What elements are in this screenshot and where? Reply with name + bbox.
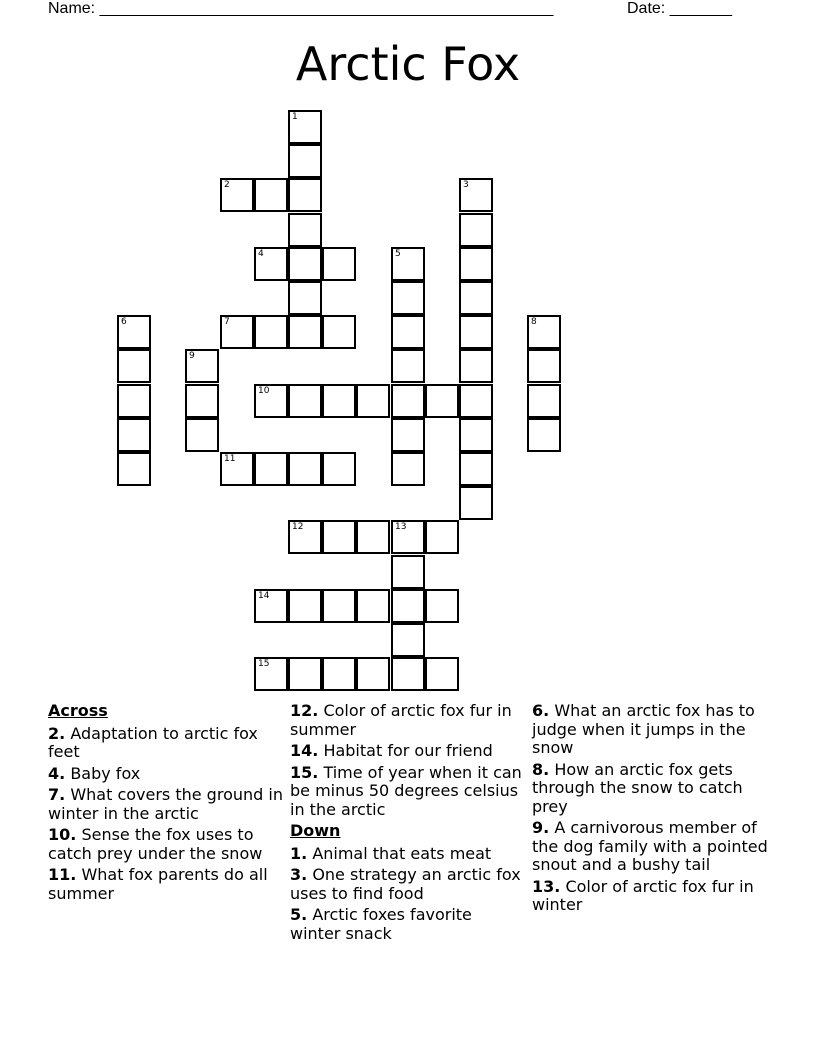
grid-cell[interactable] [220,452,254,486]
clue-number: 11 [224,454,236,464]
grid-cell[interactable] [322,247,356,281]
grid-cell[interactable] [459,178,493,212]
grid-cell[interactable] [117,384,151,418]
header [48,0,748,22]
grid-cell[interactable] [391,657,425,691]
grid-cell[interactable] [117,315,151,349]
clues-column-3 [532,702,772,918]
clue-across-7: 7. What covers the ground in winter in the arctic [48,785,283,823]
grid-cell[interactable] [391,623,425,657]
grid-cell[interactable] [356,520,390,554]
clue-down-8: 8. How an arctic fox gets through the snow to catch prey [532,759,743,816]
grid-cell[interactable] [425,657,459,691]
clues-column-2 [290,702,526,946]
grid-cell[interactable] [288,657,322,691]
grid-cell[interactable] [288,520,322,554]
grid-cell[interactable] [254,452,288,486]
grid-cell[interactable] [288,144,322,178]
clue-number: 1 [292,112,298,122]
down-heading: Down [290,821,341,840]
grid-cell[interactable] [356,657,390,691]
clues-column-1 [48,702,284,906]
clue-down-6: 6. What an arctic fox has to judge when it jumps in the snow [532,701,755,757]
grid-cell[interactable] [288,452,322,486]
clue-across-4: 4. Baby fox [48,763,141,783]
grid-cell[interactable] [322,589,356,623]
grid-cell[interactable] [254,178,288,212]
clue-number: 15 [258,659,270,669]
clue-number: 2 [224,180,230,190]
grid-cell[interactable] [459,418,493,452]
grid-cell[interactable] [459,247,493,281]
grid-cell[interactable] [288,110,322,144]
grid-cell[interactable] [391,349,425,383]
grid-cell[interactable] [254,589,288,623]
name-field[interactable]: Name: ___________________________________________________ [48,0,554,17]
grid-cell[interactable] [322,657,356,691]
grid-cell[interactable] [322,315,356,349]
across-heading: Across [48,701,108,720]
grid-cell[interactable] [356,384,390,418]
grid-cell[interactable] [425,589,459,623]
clue-number: 14 [258,591,270,601]
clue-down-9: 9. A carnivorous member of the dog family with a pointed snout and a bushy tail [532,818,768,874]
clue-number: 9 [189,351,195,361]
page-title: Arctic Fox [295,37,521,91]
grid-cell[interactable] [527,315,561,349]
grid-cell[interactable] [288,213,322,247]
clue-down-5: 5. Arctic foxes favorite winter snack [290,905,472,943]
clue-number: 10 [258,386,270,396]
clue-across-14: 14. Habitat for our friend [290,741,493,760]
grid-cell[interactable] [117,349,151,383]
grid-cell[interactable] [425,384,459,418]
clue-across-10: 10. Sense the fox uses to catch prey under the snow [48,825,263,863]
clue-number: 3 [463,180,469,190]
clue-across-15: 15. Time of year when it can be minus 50 degrees celsius in the arctic [290,762,522,819]
grid-cell[interactable] [527,384,561,418]
grid-cell[interactable] [288,589,322,623]
grid-cell[interactable] [220,178,254,212]
grid-cell[interactable] [254,657,288,691]
grid-cell[interactable] [391,520,425,554]
grid-cell[interactable] [185,418,219,452]
grid-cell[interactable] [459,315,493,349]
grid-cell[interactable] [288,247,322,281]
clue-down-13: 13. Color of arctic fox fur in winter [532,876,754,914]
grid-cell[interactable] [254,384,288,418]
clue-across-2: 2. Adaptation to arctic fox feet [48,723,258,761]
grid-cell[interactable] [185,384,219,418]
grid-cell[interactable] [288,315,322,349]
grid-cell[interactable] [117,418,151,452]
clue-across-12: 12. Color of arctic fox fur in summer [290,701,512,739]
clue-across-11: 11. What fox parents do all summer [48,865,268,903]
grid-cell[interactable] [220,315,254,349]
grid-cell[interactable] [391,452,425,486]
grid-cell[interactable] [425,520,459,554]
clue-number: 4 [258,249,264,259]
clue-number: 8 [531,317,537,327]
grid-cell[interactable] [322,384,356,418]
clue-number: 5 [395,249,401,259]
clue-number: 7 [224,317,230,327]
grid-cell[interactable] [356,589,390,623]
grid-cell[interactable] [254,247,288,281]
grid-cell[interactable] [117,452,151,486]
grid-cell[interactable] [254,315,288,349]
clue-down-3: 3. One strategy an arctic fox uses to find food [290,865,521,903]
clue-number: 12 [292,522,304,532]
grid-cell[interactable] [527,418,561,452]
grid-cell[interactable] [391,384,425,418]
grid-cell[interactable] [527,349,561,383]
grid-cell[interactable] [288,281,322,315]
grid-cell[interactable] [322,452,356,486]
grid-cell[interactable] [322,520,356,554]
grid-cell[interactable] [459,281,493,315]
date-field[interactable]: Date: _______ [627,0,732,17]
grid-cell[interactable] [288,178,322,212]
grid-cell[interactable] [391,315,425,349]
grid-cell[interactable] [185,349,219,383]
grid-cell[interactable] [391,247,425,281]
grid-cell[interactable] [459,452,493,486]
clue-down-1: 1. Animal that eats meat [290,843,492,863]
grid-cell[interactable] [391,418,425,452]
grid-cell[interactable] [391,281,425,315]
grid-cell[interactable] [459,486,493,520]
clue-number: 6 [121,317,127,327]
grid-cell[interactable] [459,213,493,247]
grid-cell[interactable] [288,384,322,418]
grid-cell[interactable] [459,349,493,383]
grid-cell[interactable] [459,384,493,418]
grid-cell[interactable] [391,589,425,623]
grid-cell[interactable] [391,555,425,589]
clue-number: 13 [395,522,407,532]
